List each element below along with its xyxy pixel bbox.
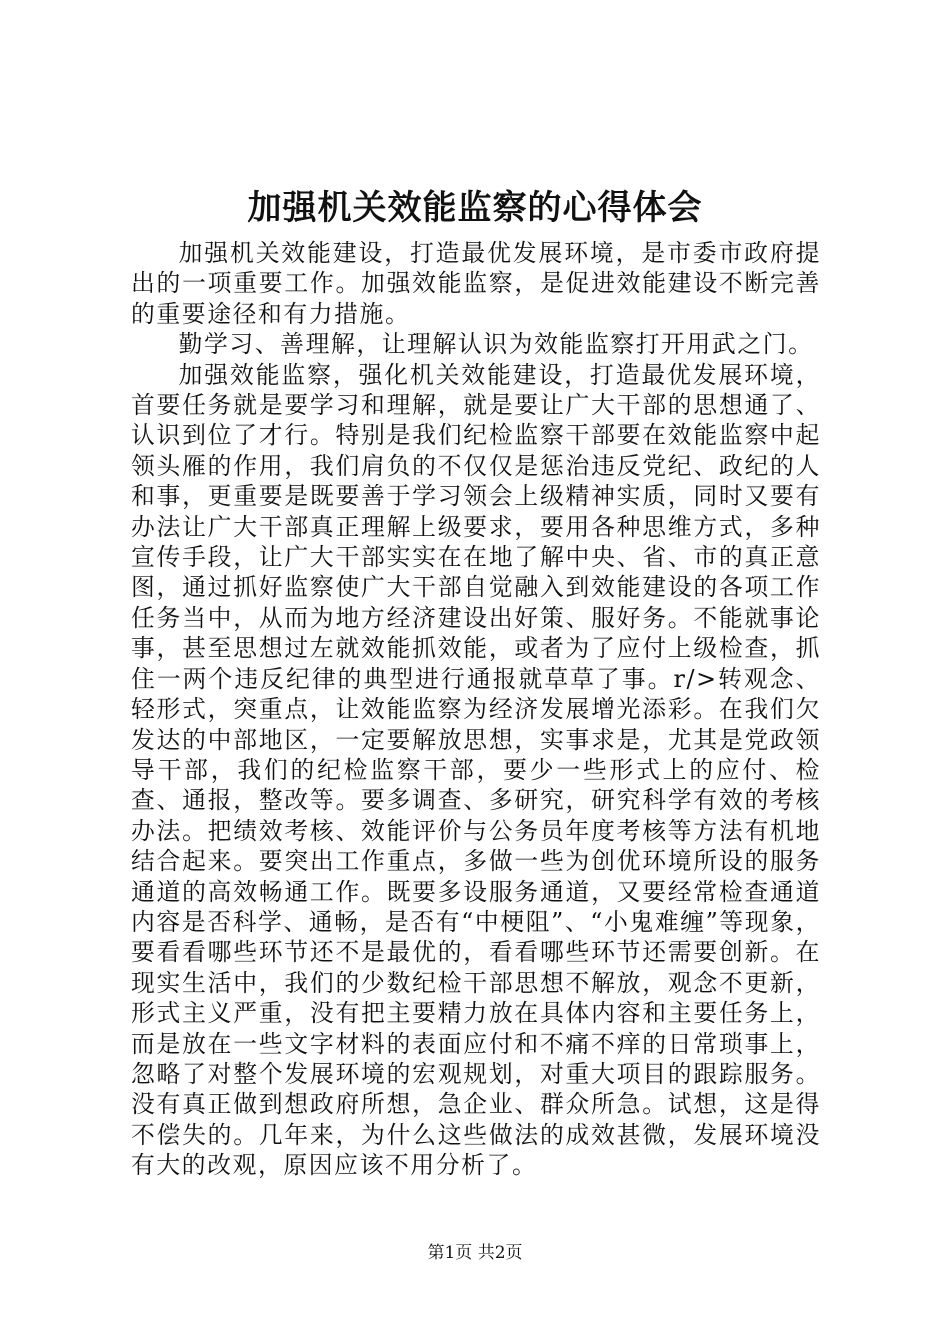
paragraph-main: 加强效能监察，强化机关效能建设，打造最优发展环境，首要任务就是要学习和理解，就是要让广大干部的思想通了、认识到位了才行。特别是我们纪检监察干部要在效能监察中起领头雁的作用，我们肩负的不仅仅是惩治违反党纪、政纪的人和事，更重要是既要善于学习领会上级精神实质，同时又要有办法让广大干部真正理解上级要求，要用各种思维方式，多种宣传手段，让广大干部实实在在地了解中央、省、市的真正意图，通过抓好监察使广大干部自觉融入到效能建设的各项工作任务当中，从而为地方经济建设出好策、服好务。不能就事论事，甚至思想过左就效能抓效能，或者为了应付上级检查，抓住一两个违反纪律的典型进行通报就草草了事。r/>转观念、轻形式，突重点，让效能监察为经济发展增光添彩。在我们欠发达的中部地区，一定要解放思想，实事求是，尤其是党政领导干部，我们的纪检监察干部，要少一些形式上的应付、检查、通报，整改等。要多调查、多研究，研究科学有效的考核办法。把绩效考核、效能评价与公务员年度考核等方法有机地结合起来。要突出工作重点，多做一些为创优环境所设的服务通道的高效畅通工作。既要多设服务通道，又要经常检查通道内容是否科学、通畅，是否有“中梗阻”、“小鬼难缠”等现象，要看看哪些环节还不是最优的，看看哪些环节还需要创新。在现实生活中，我们的少数纪检干部思想不解放，观念不更新，形式主义严重，没有把主要精力放在具体内容和主要任务上，而是放在一些文字材料的表面应付和不痛不痒的日常琐事上，忽略了对整个发展环境的宏观规划，对重大项目的跟踪服务。没有真正做到想政府所想，急企业、群众所急。试想，这是得不偿失的。几年来，为什么这些做法的成效甚微，发展环境没有大的改观，原因应该不用分析了。 xyxy=(131,360,821,1180)
paragraph-intro: 加强机关效能建设，打造最优发展环境，是市委市政府提出的一项重要工作。加强效能监察，是促进效能建设不断完善的重要途径和有力措施。 xyxy=(131,239,821,328)
paragraph-heading-study: 勤学习、善理解，让理解认识为效能监察打开用武之门。 xyxy=(178,330,814,359)
document-body xyxy=(131,238,821,1181)
page-number-footer: 第1页 共2页 xyxy=(427,1243,523,1263)
document-title: 加强机关效能监察的心得体会 xyxy=(247,188,703,228)
